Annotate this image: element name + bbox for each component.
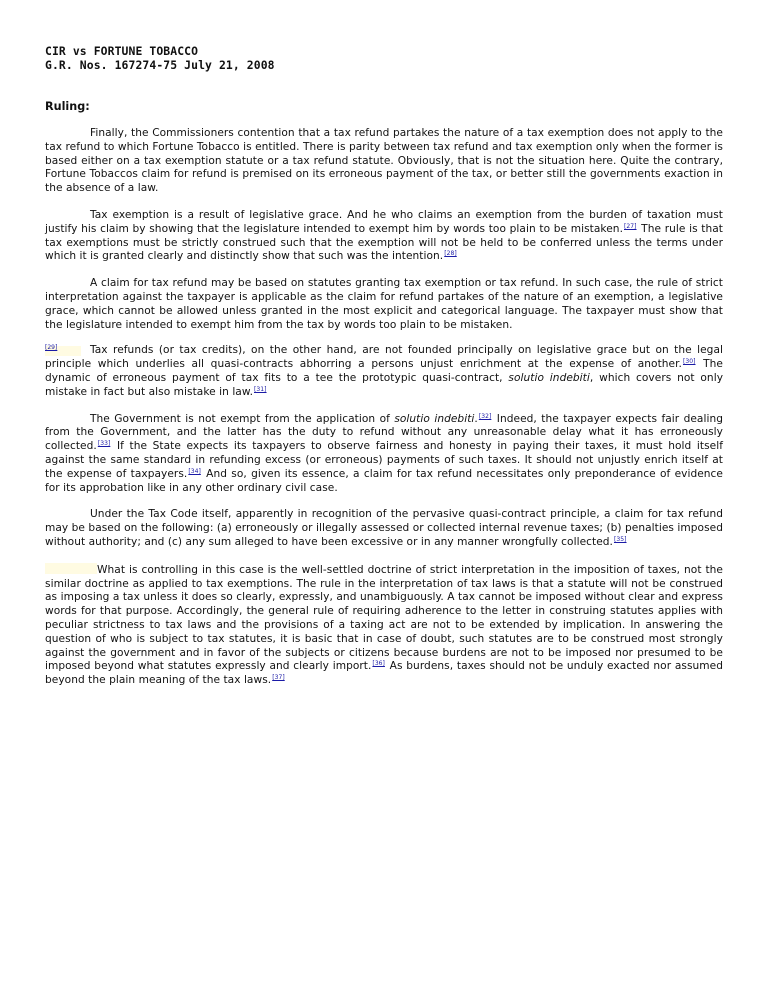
footnote-link-31[interactable]: [31]: [254, 385, 267, 393]
footnote-line-29: [45, 334, 723, 352]
case-title: CIR vs FORTUNE TOBACCO: [45, 44, 199, 58]
paragraph-5-text-a: The Government is not exempt from the application of: [90, 412, 395, 425]
document-page: [45, 44, 723, 701]
paragraph-7: [45, 563, 723, 688]
paragraph-4-text-c: , which covers not only mistake in fact but also mistake in law.: [45, 371, 724, 398]
paragraph-4-text-a: Tax refunds (or tax credits), on the other hand, are not founded principally on legislative grace but on the legal principle which underlies all quasi-contracts abhorring a persons unjust enrichment at the expense of another.: [45, 344, 723, 371]
paragraph-5: [45, 413, 723, 496]
paragraph-3: [45, 277, 723, 332]
footnote-link-28[interactable]: [28]: [444, 250, 457, 258]
paragraph-6: [45, 508, 723, 549]
footnote-link-37[interactable]: [37]: [272, 674, 285, 682]
paragraph-5-text-b: .: [474, 412, 478, 425]
footnote-link-33[interactable]: [33]: [97, 440, 111, 448]
paragraph-5-text-c: Indeed, the taxpayer expects fair dealing from the Government, and the latter has the duty to refund without any unreasonable delay what it has erroneously collected.: [45, 412, 723, 453]
paragraph-1: [45, 127, 723, 196]
paragraph-5-text-d: If the State expects its taxpayers to observe fairness and honesty in paying their taxes, it must hold itself against the same standard in refunding excess (or erroneous) payments of such taxes. It should not unjustly enrich itself at the expense of taxpayers.: [45, 440, 723, 480]
paragraph-7-text-a: What is controlling in this case is the well-settled doctrine of strict interpretation in the imposition of taxes, not the similar doctrine as applied to tax exemptions. The rule in the interpretation of tax laws is that a statute will not be construed as imposing a tax unless it does so clearly, expressly, and unambiguously. A tax cannot be imposed without clear and express words for that purpose. Accordingly, the general rule of requiring adherence to the letter in construing statutes applies with peculiar strictness to tax laws and the provisions of a taxing act are not to be extended by implication. In answering the question of who is subject to tax statutes, it is basic that in case of doubt, such statutes are to be construed most strongly against the government and in favor of the subjects or citizens because burdens are not to be imposed nor presumed to be imposed beyond what statutes expressly and clearly import.: [45, 563, 723, 673]
ruling-heading: Ruling:: [45, 100, 90, 113]
paragraph-4-text-b: The dynamic of erroneous payment of tax fits to a tee the prototypic quasi-contract,: [45, 358, 723, 384]
paragraph-4: [45, 344, 723, 399]
paragraph-4-italic: solutio indebiti: [508, 371, 590, 384]
highlight-marker-inline: [45, 563, 97, 574]
footnote-link-27[interactable]: [27]: [624, 222, 637, 230]
paragraph-2-text-a: Tax exemption is a result of legislative grace. And he who claims an exemption from the burden of taxation must justify his claim by showing that the legislature intended to exempt him by words too plain to be mistaken.: [45, 208, 723, 235]
case-number: G.R. Nos. 167274-75 July 21, 2008: [45, 58, 275, 72]
paragraph-2: [45, 209, 723, 264]
footnote-link-29[interactable]: [29]: [45, 344, 58, 352]
footnote-link-35[interactable]: [35]: [613, 535, 627, 543]
footnote-link-34[interactable]: [34]: [188, 467, 201, 475]
footnote-link-36[interactable]: [36]: [372, 660, 385, 668]
paragraph-5-italic: solutio indebiti: [394, 412, 475, 425]
paragraph-1-text: Finally, the Commissioners contention that a tax refund partakes the nature of a tax exemption does not apply to the tax refund to which Fortune Tobacco is entitled. There is parity between tax refund and tax exemption only when the former is based either on a tax exemption statute or a tax refund statute. Obviously, that is not the situation here. Quite the contrary, Fortune Tobaccos claim for refund is premised on its erroneous payment of the tax, or better still the governments exaction in the absence of a law.: [45, 127, 723, 195]
footnote-link-30[interactable]: [30]: [682, 358, 696, 366]
paragraph-3-text: A claim for tax refund may be based on statutes granting tax exemption or tax refund. In such case, the rule of strict interpretation against the taxpayer is applicable as the claim for refund partakes of the nature of an exemption, a legislative grace, which cannot be allowed unless granted in the most explicit and categorical language. The taxpayer must show that the legislature intended to exempt him from the tax by words too plain to be mistaken.: [45, 277, 723, 331]
paragraph-6-text: Under the Tax Code itself, apparently in recognition of the pervasive quasi-contract principle, a claim for tax refund may be based on the following: (a) erroneously or illegally assessed or collected internal revenue taxes; (b) penalties imposed without authority; and (c) any sum alleged to have been excessive or in any manner wrongfully collected.: [45, 508, 723, 548]
footnote-link-32[interactable]: [32]: [478, 412, 492, 420]
paragraph-5-text-e: And so, given its essence, a claim for tax refund necessitates only preponderance of evidence for its approbation like in any other ordinary civil case.: [45, 467, 723, 494]
paragraph-2-text-b: The rule is that tax exemptions must be strictly construed such that the exemption will not be held to be conferred unless the terms under which it is granted clearly and distinctly show that such was the intention.: [45, 222, 724, 263]
paragraph-7-text-b: As burdens, taxes should not be unduly exacted nor assumed beyond the plain meaning of the tax laws.: [45, 660, 724, 687]
